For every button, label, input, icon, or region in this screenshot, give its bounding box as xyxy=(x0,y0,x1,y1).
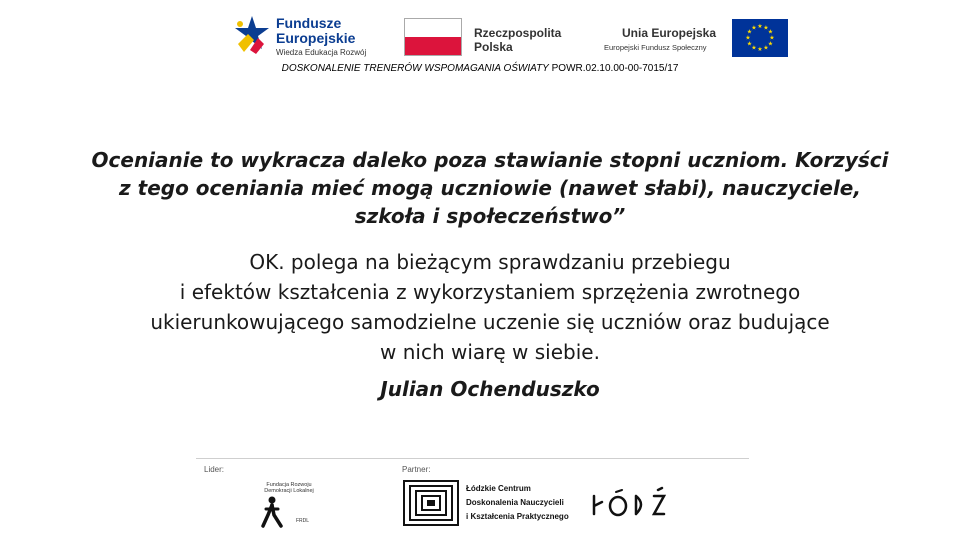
fe-logo-line2: Europejskie xyxy=(276,30,356,46)
rp-logo-line2: Polska xyxy=(474,40,513,54)
footer-divider xyxy=(196,458,749,459)
project-code: POWR.02.10.00-00-7015/17 xyxy=(548,63,679,74)
definition-line-1: OK. polega na bieżącym sprawdzaniu przebiegu xyxy=(249,250,731,274)
eu-flag-icon xyxy=(732,19,788,57)
author-name: Julian Ochenduszko xyxy=(380,377,600,401)
ue-logo-line2: Europejski Fundusz Społeczny xyxy=(604,43,707,52)
definition-block xyxy=(60,247,920,367)
svg-text:★: ★ xyxy=(757,23,763,30)
svg-text:★: ★ xyxy=(757,46,763,53)
svg-text:★: ★ xyxy=(746,28,753,36)
project-title-italic: DOSKONALENIE TRENERÓW WSPOMAGANIA OŚWIATY xyxy=(281,63,549,74)
ldcdnikp-square-logo-icon xyxy=(403,480,459,526)
unia-europejska-logo xyxy=(600,18,790,60)
definition-line-4: w nich wiarę w siebie. xyxy=(380,340,600,364)
svg-text:★: ★ xyxy=(751,44,757,52)
partner-line-1: Łódzkie Centrum xyxy=(466,484,531,493)
frdl-logo-code: FRDL xyxy=(296,518,310,524)
walking-figure-icon xyxy=(260,496,284,528)
svg-text:★: ★ xyxy=(763,44,769,52)
svg-text:★: ★ xyxy=(746,40,753,48)
definition-line-2: i efektów kształcenia z wykorzystaniem sprzężenia zwrotnego xyxy=(179,280,801,304)
fe-logo-line3: Wiedza Edukacja Rozwój xyxy=(276,48,367,57)
fe-logo-line1: Fundusze xyxy=(276,15,342,31)
quote-line-3: szkoła i społeczeństwo” xyxy=(354,204,626,228)
lider-label: Lider: xyxy=(204,465,225,474)
polish-flag-icon xyxy=(404,18,462,56)
quote-line-2: z tego oceniania mieć mogą uczniowie (nawet słabi), nauczyciele, xyxy=(119,176,861,200)
svg-text:★: ★ xyxy=(767,28,774,36)
partner-line-2: Doskonalenia Nauczycieli xyxy=(466,498,564,507)
svg-text:★: ★ xyxy=(763,24,769,32)
fundusze-europejskie-logo xyxy=(232,12,377,60)
partner-label: Partner: xyxy=(402,465,431,474)
svg-text:★: ★ xyxy=(769,34,775,42)
svg-text:★: ★ xyxy=(751,24,757,32)
project-title xyxy=(0,63,960,74)
quote-block xyxy=(60,146,920,230)
rp-logo-line1: Rzeczpospolita xyxy=(474,26,562,40)
fe-star-mark-icon xyxy=(232,14,272,54)
partner-line-3: i Kształcenia Praktycznego xyxy=(466,512,569,521)
rzeczpospolita-polska-logo xyxy=(404,18,584,64)
frdl-logo xyxy=(256,478,318,528)
logo-strip xyxy=(0,10,960,62)
svg-text:★: ★ xyxy=(767,40,774,48)
definition-line-3: ukierunkowującego samodzielne uczenie się uczniów oraz budujące xyxy=(150,310,830,334)
partner-name xyxy=(466,482,569,524)
ue-logo-line1: Unia Europejska xyxy=(622,26,717,40)
frdl-logo-text: Fundacja Rozwoju Demokracji Lokalnej xyxy=(264,482,314,494)
lodz-signature-logo-icon xyxy=(590,486,670,520)
svg-text:★: ★ xyxy=(745,34,751,42)
quote-line-1: Ocenianie to wykracza daleko poza stawianie stopni uczniom. Korzyści xyxy=(91,148,889,172)
